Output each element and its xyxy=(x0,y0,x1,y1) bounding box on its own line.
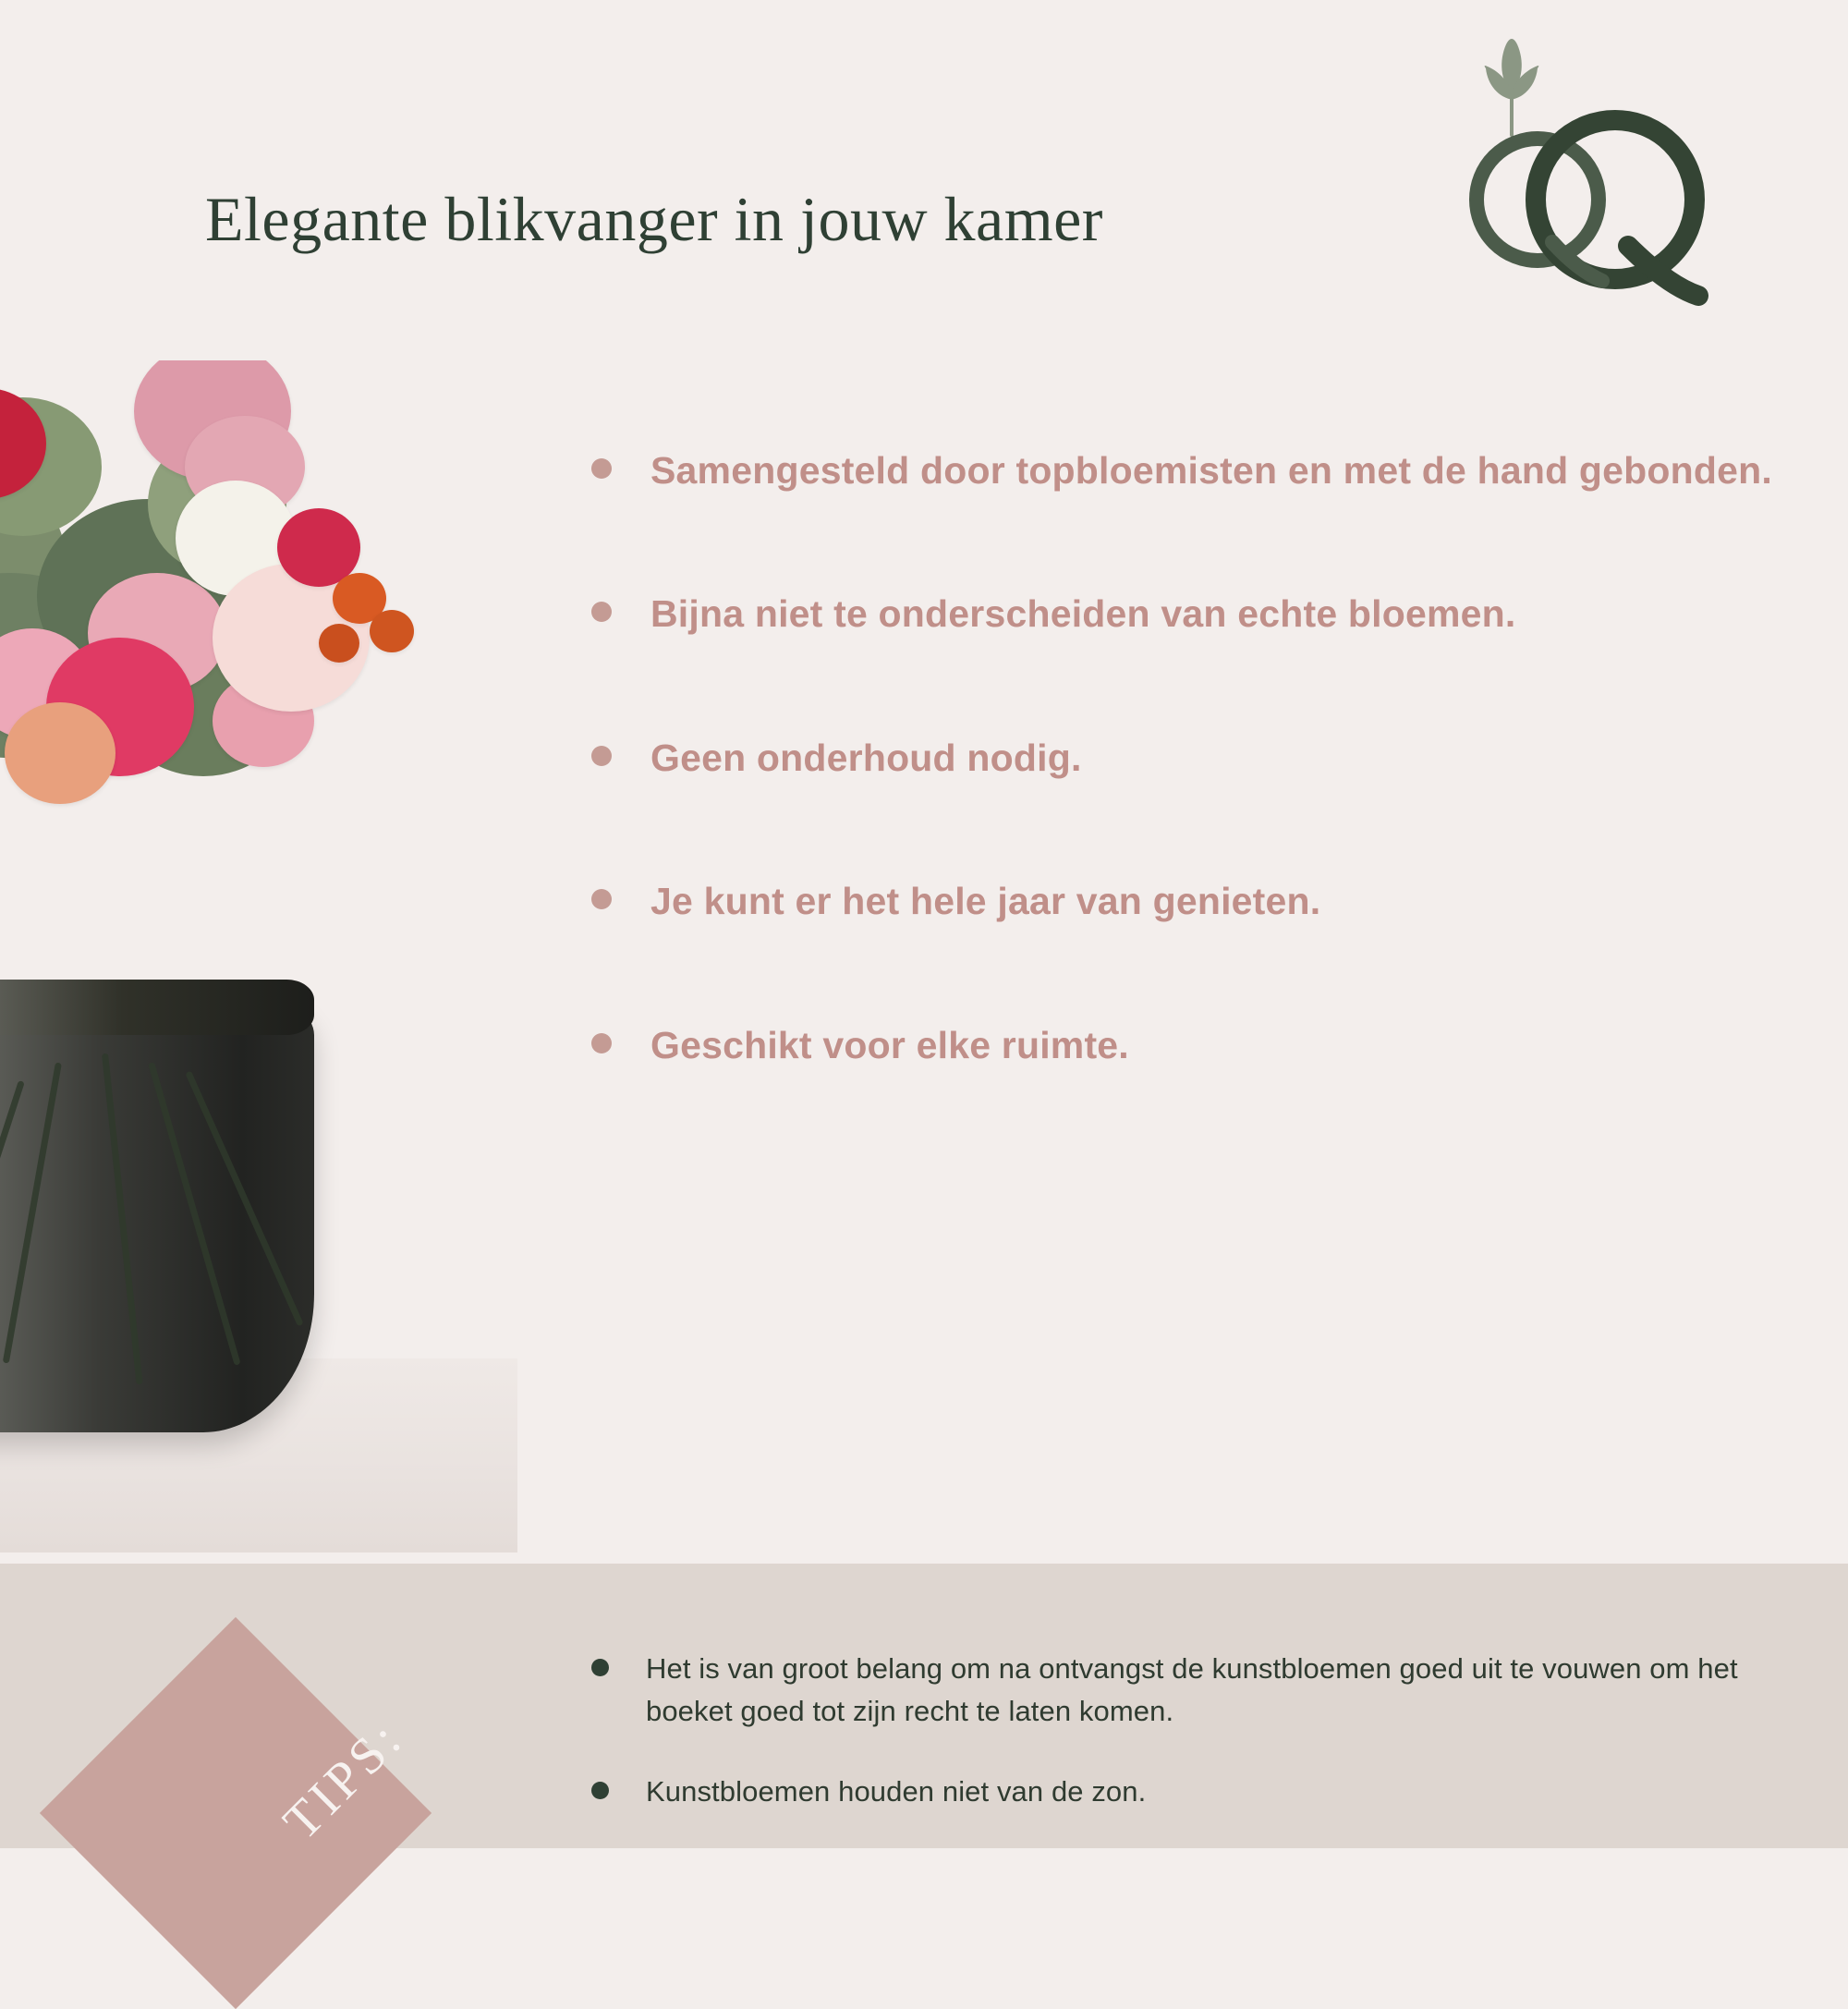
bullet-dot-icon xyxy=(591,1659,609,1676)
vase-rim xyxy=(0,980,314,1035)
list-item xyxy=(591,1771,1793,1814)
bullet-dot-icon xyxy=(591,889,612,909)
rosehip-berry xyxy=(319,624,359,663)
bullet-dot-icon xyxy=(591,602,612,622)
product-photo xyxy=(0,360,517,1552)
list-item xyxy=(591,587,1783,641)
feature-text: Geen onderhoud nodig. xyxy=(650,736,1082,779)
tip-text: Het is van groot belang om na ontvangst de kunstbloemen goed uit te vouwen om het boeket goed tot zijn recht te laten komen. xyxy=(646,1651,1738,1727)
bullet-dot-icon xyxy=(591,458,612,479)
page-title: Elegante blikvanger in jouw kamer xyxy=(205,184,1103,254)
peach-rose xyxy=(5,702,116,804)
tips-label: TIPS: xyxy=(273,1709,415,1851)
tip-text: Kunstbloemen houden niet van de zon. xyxy=(646,1774,1147,1808)
list-item xyxy=(591,1648,1793,1734)
bullet-dot-icon xyxy=(591,1782,609,1799)
rosehip-berry xyxy=(370,610,414,652)
tips-list xyxy=(591,1648,1793,1814)
feature-list xyxy=(591,444,1783,1073)
tips-band xyxy=(0,1564,1848,1851)
list-item xyxy=(591,1018,1783,1073)
feature-text: Geschikt voor elke ruimte. xyxy=(650,1023,1129,1066)
list-item xyxy=(591,444,1783,498)
tips-diamond-badge xyxy=(40,1617,432,2009)
bullet-dot-icon xyxy=(591,746,612,766)
feature-text: Samengesteld door topbloemisten en met de hand gebonden. xyxy=(650,449,1772,492)
glass-vase xyxy=(0,998,314,1432)
feature-text: Bijna niet te onderscheiden van echte bloemen. xyxy=(650,592,1516,636)
list-item xyxy=(591,874,1783,929)
bullet-dot-icon xyxy=(591,1033,612,1053)
list-item xyxy=(591,731,1783,785)
feature-text: Je kunt er het hele jaar van genieten. xyxy=(650,880,1321,923)
brand-logo xyxy=(1434,28,1739,323)
